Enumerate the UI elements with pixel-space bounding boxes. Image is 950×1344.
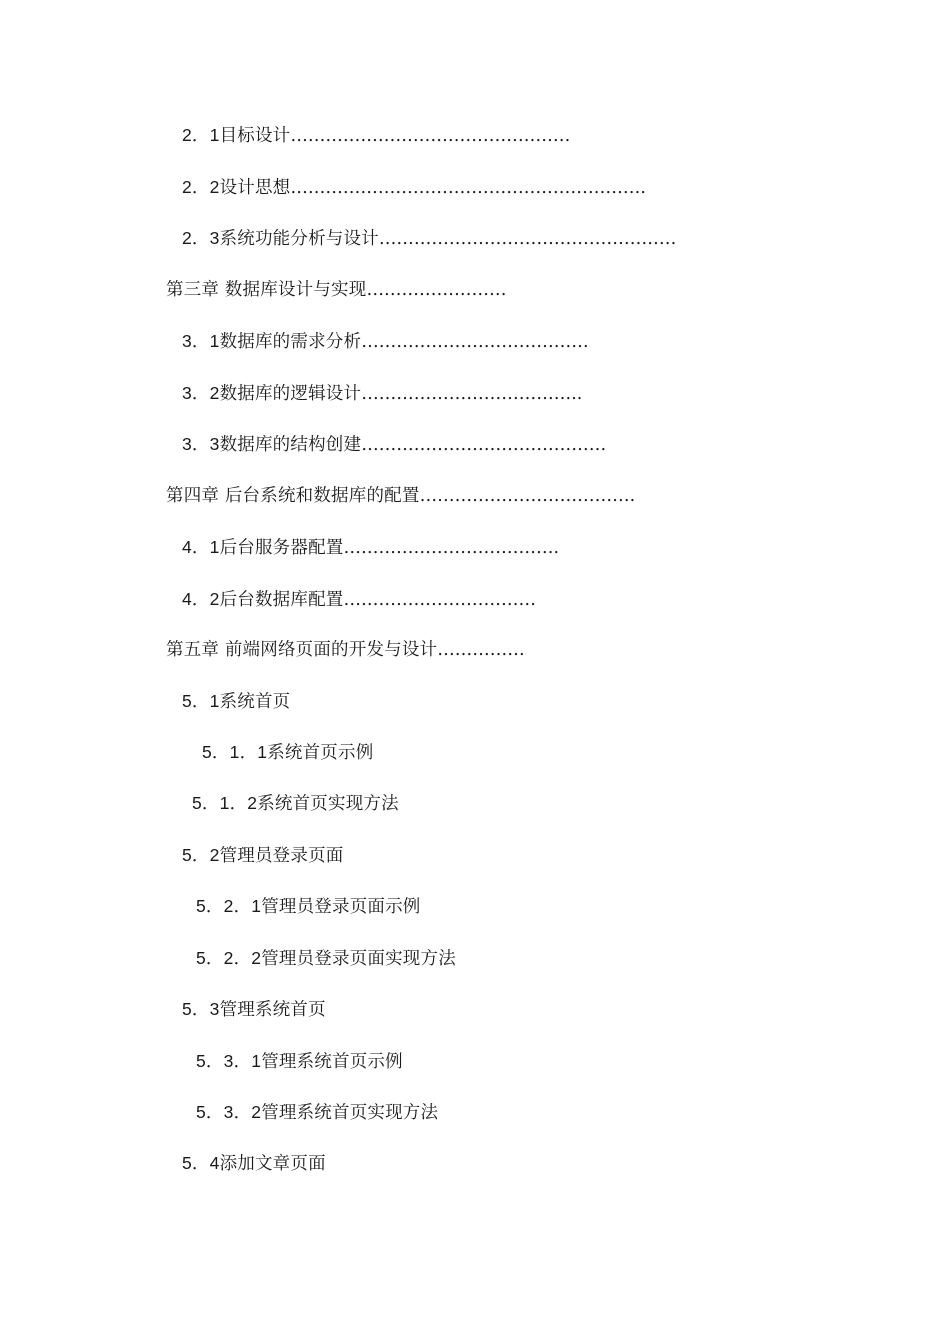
toc-title: 后台数据库配置 [219,590,344,610]
toc-title: 第五章 前端网络页面的开发与设计 [166,640,438,660]
toc-title: 设计思想 [219,178,291,198]
toc-title: 数据库的结构创建 [219,435,362,455]
toc-number: 5．2．1 [196,896,262,916]
toc-number: 5．1．2 [192,793,258,813]
toc-entry-5-3 [182,997,326,1022]
toc-leader-dots: …………………………………… [361,435,607,455]
toc-entry-4-1 [182,535,559,560]
toc-number: 2．3 [182,228,220,248]
toc-number: 3．1 [182,331,220,351]
toc-number: 2．2 [182,177,220,197]
toc-title: 第四章 后台系统和数据库的配置 [166,486,420,506]
toc-entry-5-2 [182,843,343,868]
toc-title: 数据库的需求分析 [219,332,362,352]
toc-entry-4-2 [182,587,536,612]
toc-title: 第三章 数据库设计与实现 [166,280,367,300]
toc-entry-2-1 [182,123,570,148]
toc-number: 5．2．2 [196,948,262,968]
toc-number: 5．4 [182,1153,220,1173]
toc-title: 系统首页实现方法 [257,794,399,814]
toc-title: 系统首页 [219,692,291,712]
toc-title: 管理系统首页示例 [261,1052,403,1072]
toc-chapter-3 [166,278,506,302]
toc-leader-dots: ………………………………. [343,538,560,558]
toc-chapter-5 [166,638,525,662]
toc-entry-5-1-2 [192,791,399,816]
toc-leader-dots: ………………………………………… [290,126,571,146]
toc-number: 5．2 [182,845,220,865]
toc-leader-dots: …………………………………………… [378,229,677,249]
toc-title: 目标设计 [219,126,291,146]
toc-entry-3-2 [182,381,582,406]
toc-entry-5-1-1 [202,740,373,765]
toc-number: 5．3 [182,999,220,1019]
toc-title: 系统首页示例 [267,743,374,763]
toc-chapter-4 [166,484,635,508]
toc-leader-dots: ……………………………….. [361,384,583,404]
toc-number: 4．2 [182,589,220,609]
toc-entry-5-1 [182,689,290,714]
toc-entry-5-2-1 [196,894,421,919]
toc-title: 管理员登录页面 [219,846,344,866]
toc-title: 数据库的逻辑设计 [219,384,362,404]
toc-title: 系统功能分析与设计 [219,229,379,249]
toc-entry-3-3 [182,432,606,457]
toc-entry-5-3-1 [196,1049,403,1074]
toc-leader-dots: ………………………………. [419,486,636,506]
toc-title: 管理员登录页面示例 [261,897,421,917]
toc-leader-dots: ……………………………………………………. [290,178,646,198]
toc-number: 5．3．1 [196,1051,262,1071]
toc-entry-5-4 [182,1151,326,1176]
toc-leader-dots: …………………………… [343,590,536,610]
toc-number: 5．1 [182,691,220,711]
toc-number: 3．2 [182,383,220,403]
toc-leader-dots: …………… [437,640,525,660]
toc-number: 4．1 [182,537,220,557]
toc-leader-dots: …………………… [366,280,507,300]
toc-number: 3．3 [182,434,220,454]
toc-title: 管理系统首页实现方法 [261,1103,439,1123]
toc-entry-3-1 [182,329,589,354]
toc-entry-5-3-2 [196,1100,438,1125]
toc-title: 管理系统首页 [219,1000,326,1020]
toc-title: 添加文章页面 [219,1154,326,1174]
toc-entry-5-2-2 [196,946,456,971]
toc-entry-2-2 [182,175,646,200]
toc-number: 2．1 [182,125,220,145]
toc-title: 后台服务器配置 [219,538,344,558]
toc-leader-dots: ………………………………… [361,332,589,352]
toc-entry-2-3 [182,226,676,251]
toc-number: 5．3．2 [196,1102,262,1122]
toc-number: 5．1．1 [202,742,268,762]
toc-title: 管理员登录页面实现方法 [261,949,456,969]
